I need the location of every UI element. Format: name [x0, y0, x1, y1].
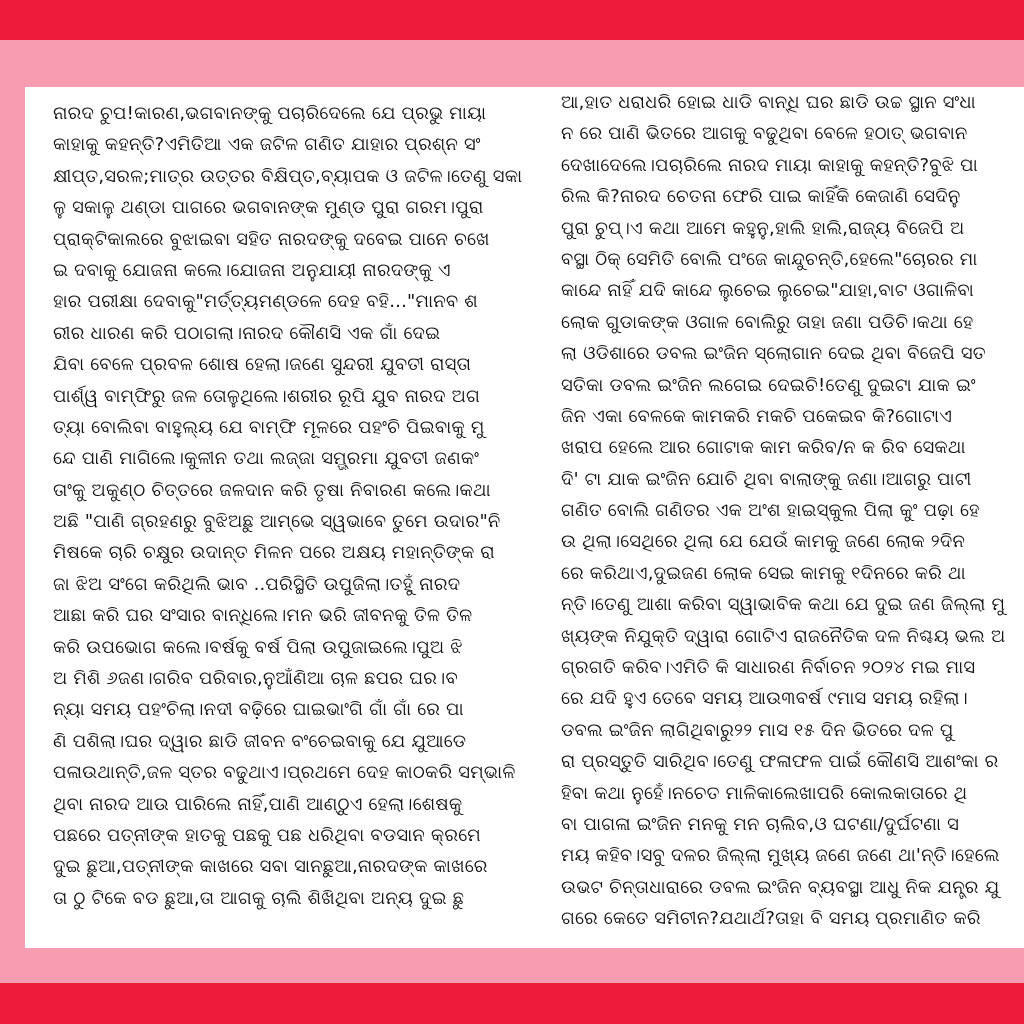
top-red-band	[0, 0, 1024, 40]
article-page	[25, 87, 1024, 948]
article-line: ଯିବା ବେଳେ ପ୍ରବଳ ଶୋଷ ହେଲା।ଜଣେ ସୁନ୍ଦରୀ ଯୁବତୀ ରାସ୍ତା	[53, 354, 472, 376]
article-line: ହିବା କଥା ନୁହେଁ।ନଚେତ ମାଳିକାଲେଖାପରି କୋଲକାତାରେ ଥି	[561, 782, 968, 804]
article-line: ଅଛି "ପାଣି ଗ୍ରହଣରୁ ବୁଝିଅଛୁ ଆମ୍ଭେ ସ୍ୱଭାବେ ତୁମେ ଉଦାର"ନି	[53, 511, 501, 533]
article-line: ତାଂକୁ ଅକୁଣ୍ଠ ଚିତ୍ତରେ ଜଳଦାନ କରି ତୃଷା ନିବାରଣ କଲେ।କଥା	[53, 479, 491, 501]
article-line: ଆଛା କରି ଘର ସଂସାର ବାନ୍ଧିଲେ।ମନ ଭରି ଜୀବନକୁ ତିଳ ତିଳ	[53, 605, 473, 627]
article-line: ଖରାପ ହେଲେ ଆର ଗୋଟାକ କାମ କରିବ/ନ କ ରିବ ସେକଥା	[561, 437, 966, 459]
article-line: କରି ଉପଭୋଗ କଲେ।ବର୍ଷକୁ ବର୍ଷ ପିଲା ଉପୁଜାଇଲେ।ପୁଅ ଝି	[53, 636, 463, 658]
article-line: କାନ୍ଦେ ନାହିଁ ଯଦି କାନ୍ଦେ ଲୁଚେଇ ଲୁଚେଇ"ଯାହା,ବାଟ ଓଗାଳିବା	[561, 280, 974, 302]
article-line: ମିଷକେ ଚାରି ଚକ୍ଷୁର ଉଦାନ୍ତ ମିଳନ ପରେ ଅକ୍ଷୟ ମହାନ୍ତିଙ୍କ ରା	[53, 542, 495, 564]
article-line: ଖ୍ୟଙ୍କ ନିଯୁକ୍ତି ଦ୍ୱାରା ଗୋଟିଏ ରାଜନୈତିକ ଦଳ ନିଶ୍ଚୟ ଭଲ ଅ	[561, 625, 1006, 647]
article-line: ମୟ କହିବ।ସବୁ ଦଳର ଜିଲ୍ଲା ମୁଖ୍ୟ ଜଣେ ଜଣେ ଥା'ନ୍ତି।ହେଲେ	[561, 845, 1000, 867]
article-line: ରା ପ୍ରସ୍ତୁତି ସାରିଥିବ।ତେଣୁ ଫଳାଫଳ ପାଇଁ କୌଣସି ଆଶଂକା ର	[561, 751, 999, 773]
article-line: ଜିନ ଏକା ବେଳକେ କାମକରି ମକଚି ପକେଇବ କି?ଗୋଟାଏ	[561, 405, 953, 427]
article-line: ରୀର ଧାରଣ କରି ପଠାଗଲା।ନାରଦ କୌଣସି ଏକ ଗାଁ ଦେଇ	[53, 322, 441, 344]
article-left-column	[53, 98, 563, 914]
article-line: ନ୍ଦେ ପାଣି ମାଗିଲେ।କୁଳୀନ ତଥା ଲଜ୍ଜା ସମ୍ଭ୍ରମା ଯୁବତୀ ଜଣକଂ	[53, 448, 480, 470]
article-line: ତା ଠୁ ଟିକେ ବଡ ଛୁଆ,ତା ଆଗକୁ ଚାଲି ଶିଖିଥିବା ଅନ୍ୟ ଦୁଇ ଛୁ	[53, 887, 465, 909]
article-right-column	[561, 87, 1017, 935]
article-line: ନ ରେ ପାଣି ଭିତରେ ଆଗକୁ ବଢୁଥିବା ବେଳେ ହଠାତ୍ ଭଗବାନ	[561, 123, 968, 145]
article-line: ଉ ଥିଲା।ସେଥିରେ ଥିଲା ଯେ ଯେଉଁ କାମକୁ ଜଣେ ଲୋକ ୨ଦିନ	[561, 531, 966, 553]
article-line: ବା ପାଗଳା ଇଂଜିନ ମନକୁ ମନ ଚାଲିବ,ଓ ଘଟଣା/ଦୁର୍ଘଟଣା ସ	[561, 813, 960, 835]
article-line: ନାରଦ ଚୁପ!କାରଣ,ଭଗବାନଙ୍କୁ ପଚାରିଦେଲେ ଯେ ପ୍ରଭୁ ମାୟା	[53, 103, 487, 124]
article-line: ଗରେ କେତେ ସମିଚୀନ?ଯଥାର୍ଥ?ତାହା ବି ସମୟ ପ୍ରମାଣିତ କରି	[561, 908, 981, 930]
article-line: ନ୍ୟା ସମୟ ପହଂଚିଲା।ନଦୀ ବଢ଼ିରେ ଘାଇଭାଂଗି ଗାଁ ଗାଁ ରେ ପା	[53, 699, 464, 721]
article-line: ପୁରା ଚୁପ୍।ଏ କଥା ଆମେ କହୁନୁ,ହାଲି ହାଲି,ରାଜ୍ୟ ବିଜେପି ଅ	[561, 217, 965, 239]
article-line: ଦେଖାଦେଲେ।ପଚାରିଲେ ନାରଦ ମାୟା କାହାକୁ କହନ୍ତି?ବୁଝି ପା	[561, 154, 978, 176]
article-line: ହାର ପରୀକ୍ଷା ଦେବାକୁ"ମର୍ତ୍ତ୍ୟମଣ୍ଡଳେ ଦେହ ବହି..."ମାନବ ଶ	[53, 291, 478, 313]
article-line: ଗ୍ରଗତି କରିବ।ଏମିତି କି ସାଧାରଣ ନିର୍ବାଚନ ୨୦୨୪ ମଇ ମାସ	[561, 657, 976, 679]
article-line: ଗଣିତ ବୋଲି ଗଣିତର ଏକ ଅଂଶ ହାଇସ୍କୁଲ ପିଲା କୁଂ ପଢ଼ା ହେ	[561, 500, 980, 522]
article-line: ଆ,ହାତ ଧରାଧରି ହୋଇ ଧାଡି ବାନ୍ଧି ଘର ଛାଡି ଉଚ୍ଚ ସ୍ଥାନ ସଂଧା	[561, 92, 976, 113]
article-line: କ୍ଷୀପ୍ତ,ସରଳ;ମାତ୍ର ଉତ୍ତର ବିକ୍ଷିପ୍ତ,ବ୍ୟାପକ ଓ ଜଟିଳ।ତେଣୁ ସକା	[53, 165, 523, 187]
article-line: ତ୍ୟା ବୋଲିବା ବାହୁଲ୍ୟ ଯେ ବାମ୍ଫି ମୂଳରେ ପହଂଚି ପିଇବାକୁ ମୁ	[53, 416, 485, 438]
article-line: ରେ କରିଥାଏ,ଦୁଇଜଣ ଲୋକ ସେଇ କାମକୁ ୧ଦିନରେ କରି ଥା	[561, 562, 966, 584]
article-line: ରେ ଯଦି ହୁଏ ତେବେ ସମୟ ଆଉ୩ବର୍ଷ ୯ମାସ ସମୟ ରହିଲା।	[561, 688, 968, 710]
article-line: ଉଭଟ ଚିନ୍ତାଧାରାରେ ଡବଲ ଇଂଜିନ ବ୍ୟବସ୍ଥା ଆଧୁ ନିକ ଯନ୍ତ୍ର ଯୁ	[561, 876, 1000, 898]
article-line: ଲା ଓଡିଶାରେ ଡବଲ ଇଂଜିନ ସ୍ଲୋଗାନ ଦେଇ ଥିବା ବିଜେପି ସତ	[561, 343, 986, 365]
article-line: ଲୋକ ଗୁଡାକଙ୍କ ଓଗାଳ ବୋଲିରୁ ତାହା ଜଣା ପଡିଚି।କଥା ହେ	[561, 311, 974, 333]
article-line: ବସ୍ଥା ଠିକ୍ ସେମିତି ବୋଲି ପଂଜେ କାନ୍ଦୁଚନ୍ତି,ହେଲେ"ଚୋରର ମା	[561, 248, 978, 270]
article-line: ଅ ମିଶି ୬ଜଣ।ଗରିବ ପରିବାର,ନୁଆଁଣିଆ ଚାଳ ଛପର ଘର।ବ	[53, 668, 458, 690]
article-line: କାହାକୁ କହନ୍ତି?ଏମିତିଆ ଏକ ଜଟିଳ ଗଣିତ ଯାହାର ପ୍ରଶ୍ନ ସଂ	[53, 134, 481, 156]
column-gap	[535, 947, 561, 948]
article-line: ଡବଲ ଇଂଜିନ ଲାଗିଥିବାରୁ୨୨ ମାସ ୧୫ ଦିନ ଭିତରେ ଦଳ ପୁ	[561, 719, 954, 741]
article-line: ରିଲ କି?ନାରଦ ଚେତନା ଫେରି ପାଇ କାହିଁକି କେଜାଣି ସେଦିନୁ	[561, 186, 961, 208]
article-line: ପଳାଉଥାନ୍ତି,ଜଳ ସ୍ତର ବଢୁଥାଏ।ପ୍ରଥମେ ଦେହ କାଠକରି ସମ୍ଭାଳି	[53, 762, 516, 784]
article-line: ପଛରେ ପତ୍ନୀଙ୍କ ହାତକୁ ପଛକୁ ପଛ ଧରିଥିବା ବଡସାନ କ୍ରମେ	[53, 824, 481, 846]
article-line: ସତିକା ଡବଲ ଇଂଜିନ ଲଗେଇ ଦେଇଚି!ତେଣୁ ଦୁଇଟା ଯାକ ଇଂ	[561, 374, 976, 396]
article-line: ଇ ଦବାକୁ ଯୋଜନା କଲେ।ଯୋଜନା ଅନୁଯାୟୀ ନାରଦଙ୍କୁ ଏ	[53, 259, 451, 281]
article-line: ଳୁ ସକାଳୁ ଥଣ୍ଡା ପାଗରେ ଭଗବାନଙ୍କ ମୁଣ୍ଡ ପୁରା ଗରମ।ପୁରା	[53, 197, 484, 219]
article-line: ପାର୍ଶ୍ୱ ବାମ୍ଫିରୁ ଜଳ ତୋଳୁଥିଲେ।ଶରୀର ରୂପି ଯୁବ ନାରଦ ଅଗ	[53, 385, 481, 407]
article-line: ଣି ପଶିଲା।ଘର ଦ୍ୱାର ଛାଡି ଜୀବନ ବଂଚେଇବାକୁ ଯେ ଯୁଆଡେ	[53, 730, 467, 752]
bottom-red-band	[0, 983, 1024, 1024]
article-line: ଜା ଝିଅ ସଂଗେ କରିଥିଲି ଭାବ ..ପରିସ୍ଥିତି ଉପୁଜିଲା।ତହୁଁ ନାରଦ	[53, 573, 461, 595]
article-line: ନ୍ତି।ତେଣୁ ଆଶା କରିବା ସ୍ୱାଭାବିକ କଥା ଯେ ଦୁଇ ଜଣ ଜିଲ୍ଲା ମୁ	[561, 594, 1006, 616]
article-line: ପ୍ରାକ୍ଟିକାଲରେ ବୁଝାଇବା ସହିତ ନାରଦଙ୍କୁ ଦବେଇ ପାନେ ଚଖେ	[53, 228, 490, 250]
article-line: ଦି' ଟା ଯାକ ଇଂଜିନ ଯୋଚି ଥିବା ବାଲାଙ୍କୁ ଜଣା।ଆଗରୁ ପାଟୀ	[561, 468, 972, 490]
article-line: ଥିବା ନାରଦ ଆଉ ପାରିଲେ ନାହିଁ,ପାଣି ଆଣ୍ଠୁଏ ହେଲା।ଶେଷକୁ	[53, 793, 463, 815]
article-line: ଦୁଇ ଛୁଆ,ପତ୍ନୀଙ୍କ କାଖରେ ସବା ସାନଛୁଆ,ନାରଦଙ୍କ କାଖରେ	[53, 856, 488, 878]
